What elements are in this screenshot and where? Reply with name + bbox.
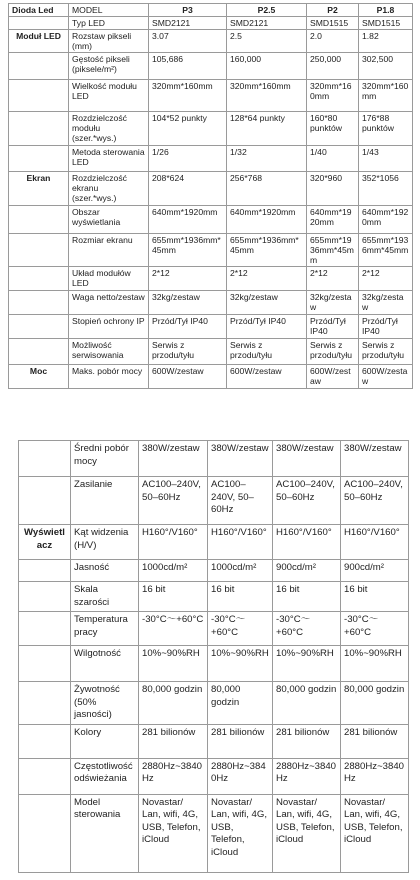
table-cell: 176*88 punktów [359, 112, 413, 146]
table-cell: 10%~90%RH [208, 646, 273, 682]
table-cell: Przód/Tył IP40 [359, 315, 413, 339]
table-row [19, 682, 409, 725]
row-label: Rozdzielczość modułu (szer.*wys.) [69, 112, 149, 146]
row-label: Wilgotność [71, 646, 139, 682]
table-header-row [9, 4, 413, 17]
row-label: Jasność [71, 560, 139, 582]
column-header: P3 [149, 4, 227, 17]
row-label: Temperatura pracy [71, 612, 139, 646]
row-label: Średni pobór mocy [71, 441, 139, 477]
table-cell: 640mm*1920mm [227, 206, 307, 234]
table-cell: Serwis z przodu/tyłu [359, 339, 413, 365]
table-cell: Novastar/ Lan, wifi, 4G, USB, Telefon, iCloud [273, 794, 341, 872]
row-label: Typ LED [69, 17, 149, 30]
group-cell [9, 112, 69, 146]
table-cell: AC100–240V, 50–60Hz [273, 477, 341, 525]
table-cell: 2880Hz~3840Hz [273, 758, 341, 794]
table-cell: 160,000 [227, 53, 307, 80]
table-cell: 380W/zestaw [208, 441, 273, 477]
table-cell: H160°/V160° [273, 525, 341, 560]
table-cell: Novastar/ Lan, wifi, 4G, USB, Telefon, iCloud [208, 794, 273, 872]
table-cell: 104*52 punkty [149, 112, 227, 146]
table-cell: H160°/V160° [139, 525, 208, 560]
row-label: Kolory [71, 724, 139, 758]
column-header: P2 [307, 4, 359, 17]
table-row [9, 206, 413, 234]
group-cell [19, 560, 71, 582]
group-cell [19, 582, 71, 612]
table-cell: 600W/zestaw [149, 365, 227, 389]
table-row [19, 477, 409, 525]
table-cell: 320mm*160mm [227, 80, 307, 112]
table-row [9, 53, 413, 80]
group-cell [19, 758, 71, 794]
row-label: Model sterowania [71, 794, 139, 872]
table-cell: 80,000 godzin [341, 682, 409, 725]
table-cell: 320mm*160mm [149, 80, 227, 112]
table-cell: 600W/zestaw [227, 365, 307, 389]
page-gap [0, 416, 420, 432]
table-cell: SMD1515 [359, 17, 413, 30]
table-cell: H160°/V160° [341, 525, 409, 560]
table-cell: 80,000 godzin [273, 682, 341, 725]
group-cell: Moduł LED [9, 30, 69, 53]
table-cell: 655mm*1936mm*45mm [227, 234, 307, 267]
table-cell: 380W/zestaw [341, 441, 409, 477]
table-cell: 320*960 [307, 172, 359, 206]
table-cell: -30°C～+60°C [341, 612, 409, 646]
row-label: Wielkość modułu LED [69, 80, 149, 112]
table-row [19, 758, 409, 794]
group-cell [9, 315, 69, 339]
table-cell: 10%~90%RH [139, 646, 208, 682]
table-cell: AC100–240V, 50–60Hz [341, 477, 409, 525]
table-cell: 1/26 [149, 146, 227, 172]
table-cell: 2880Hz~3840Hz [139, 758, 208, 794]
column-header: P2.5 [227, 4, 307, 17]
row-label: Metoda sterowania LED [69, 146, 149, 172]
table-cell: Novastar/ Lan, wifi, 4G, USB, Telefon, iCloud [139, 794, 208, 872]
table-cell: 3.07 [149, 30, 227, 53]
row-label: Układ modułów LED [69, 267, 149, 291]
spec-page-1 [0, 0, 420, 416]
row-label: Obszar wyświetlania [69, 206, 149, 234]
table-cell: 16 bit [341, 582, 409, 612]
row-label: Skala szarości [71, 582, 139, 612]
group-cell: Ekran [9, 172, 69, 206]
table-cell: 32kg/zestaw [359, 291, 413, 315]
table-cell: 302,500 [359, 53, 413, 80]
table-cell: Serwis z przodu/tyłu [149, 339, 227, 365]
group-cell [19, 794, 71, 872]
table-row [9, 234, 413, 267]
group-cell [19, 441, 71, 477]
row-label: Maks. pobór mocy [69, 365, 149, 389]
table-cell: 2*12 [227, 267, 307, 291]
row-label: Żywotność (50% jasności) [71, 682, 139, 725]
table-row [9, 365, 413, 389]
table-row [19, 646, 409, 682]
table-cell: 900cd/m² [273, 560, 341, 582]
table-cell: 640mm*1920mm [359, 206, 413, 234]
table-cell: 900cd/m² [341, 560, 409, 582]
table-cell: 600W/zestaw [307, 365, 359, 389]
spec-table-1 [8, 3, 413, 389]
column-header: Dioda Led [9, 4, 69, 17]
group-cell [9, 17, 69, 30]
spec-table-2 [18, 440, 409, 873]
table-cell: 640mm*1920mm [307, 206, 359, 234]
table-cell: Przód/Tył IP40 [307, 315, 359, 339]
table-cell: 380W/zestaw [139, 441, 208, 477]
table-cell: 281 bilionów [208, 724, 273, 758]
table-cell: 320mm*160mm [307, 80, 359, 112]
table-cell: 16 bit [139, 582, 208, 612]
column-header: MODEL [69, 4, 149, 17]
table-cell: 2*12 [307, 267, 359, 291]
table-row [9, 146, 413, 172]
table-cell: 1/43 [359, 146, 413, 172]
column-header: P1.8 [359, 4, 413, 17]
table-cell: -30°C～+60°C [273, 612, 341, 646]
row-label: Rozdzielczość ekranu (szer.*wys.) [69, 172, 149, 206]
table-cell: 105,686 [149, 53, 227, 80]
table-cell: 1000cd/m² [208, 560, 273, 582]
group-cell [9, 80, 69, 112]
table-cell: -30°C～+60°C [139, 612, 208, 646]
group-cell [19, 477, 71, 525]
row-label: Waga netto/zestaw [69, 291, 149, 315]
table-cell: 2*12 [359, 267, 413, 291]
table-cell: 655mm*1936mm*45mm [359, 234, 413, 267]
table-cell: 352*1056 [359, 172, 413, 206]
table-cell: 2880Hz~3840Hz [208, 758, 273, 794]
table-row [9, 315, 413, 339]
table-row [9, 17, 413, 30]
group-cell [19, 612, 71, 646]
row-label: Zasilanie [71, 477, 139, 525]
table-cell: H160°/V160° [208, 525, 273, 560]
table-cell: AC100–240V, 50–60Hz [139, 477, 208, 525]
table-cell: 256*768 [227, 172, 307, 206]
table-row [19, 582, 409, 612]
group-cell: Wyświetlacz [19, 525, 71, 560]
group-cell [9, 339, 69, 365]
table-cell: -30°C～+60°C [208, 612, 273, 646]
table-cell: 2.0 [307, 30, 359, 53]
table-cell: 16 bit [273, 582, 341, 612]
table-cell: 1.82 [359, 30, 413, 53]
table-cell: 2*12 [149, 267, 227, 291]
group-cell [9, 291, 69, 315]
table-cell: 32kg/zestaw [227, 291, 307, 315]
table-cell: 32kg/zestaw [307, 291, 359, 315]
table-cell: 655mm*1936mm*45mm [149, 234, 227, 267]
table-cell: 640mm*1920mm [149, 206, 227, 234]
table-cell: 128*64 punkty [227, 112, 307, 146]
table-cell: SMD1515 [307, 17, 359, 30]
table-row [19, 525, 409, 560]
table-cell: 2.5 [227, 30, 307, 53]
table-row [9, 80, 413, 112]
group-cell [19, 646, 71, 682]
table-row [9, 30, 413, 53]
table-cell: 1/32 [227, 146, 307, 172]
row-label: Stopień ochrony IP [69, 315, 149, 339]
table-cell: 80,000 godzin [208, 682, 273, 725]
group-cell [9, 267, 69, 291]
row-label: Kąt widzenia (H/V) [71, 525, 139, 560]
table-cell: 380W/zestaw [273, 441, 341, 477]
table-cell: 32kg/zestaw [149, 291, 227, 315]
row-label: Możliwość serwisowania [69, 339, 149, 365]
table-cell: 1000cd/m² [139, 560, 208, 582]
group-cell [19, 682, 71, 725]
spec-page-2 [0, 432, 420, 880]
table-cell: Serwis z przodu/tyłu [227, 339, 307, 365]
table-cell: Novastar/ Lan, wifi, 4G, USB, Telefon, iCloud [341, 794, 409, 872]
table-row [19, 794, 409, 872]
table-cell: 1/40 [307, 146, 359, 172]
table-row [9, 267, 413, 291]
table-row [19, 724, 409, 758]
row-label: Częstotliwość odświeżania [71, 758, 139, 794]
table-cell: 16 bit [208, 582, 273, 612]
table-cell: 655mm*1936mm*45mm [307, 234, 359, 267]
table-cell: 250,000 [307, 53, 359, 80]
table-row [9, 172, 413, 206]
table-cell: 2880Hz~3840Hz [341, 758, 409, 794]
table-row [19, 441, 409, 477]
table-cell: 80,000 godzin [139, 682, 208, 725]
table-cell: Serwis z przodu/tyłu [307, 339, 359, 365]
table-cell: AC100–240V, 50–60Hz [208, 477, 273, 525]
table-cell: 600W/zestaw [359, 365, 413, 389]
table-cell: 281 bilionów [139, 724, 208, 758]
table-cell: 320mm*160mm [359, 80, 413, 112]
row-label: Rozmiar ekranu [69, 234, 149, 267]
table-cell: 10%~90%RH [273, 646, 341, 682]
table-row [19, 560, 409, 582]
table-row [9, 291, 413, 315]
row-label: Gęstość pikseli (piksele/m²) [69, 53, 149, 80]
table-cell: 208*624 [149, 172, 227, 206]
table-cell: Przód/Tył IP40 [149, 315, 227, 339]
table-cell: Przód/Tył IP40 [227, 315, 307, 339]
group-cell [9, 53, 69, 80]
table-cell: 281 bilionów [273, 724, 341, 758]
table-cell: SMD2121 [227, 17, 307, 30]
table-row [9, 339, 413, 365]
table-cell: 160*80 punktów [307, 112, 359, 146]
row-label: Rozstaw pikseli (mm) [69, 30, 149, 53]
group-cell: Moc [9, 365, 69, 389]
group-cell [9, 206, 69, 234]
group-cell [9, 146, 69, 172]
table-row [19, 612, 409, 646]
table-row [9, 112, 413, 146]
group-cell [19, 724, 71, 758]
table-cell: SMD2121 [149, 17, 227, 30]
group-cell [9, 234, 69, 267]
table-cell: 281 bilionów [341, 724, 409, 758]
table-cell: 10%~90%RH [341, 646, 409, 682]
